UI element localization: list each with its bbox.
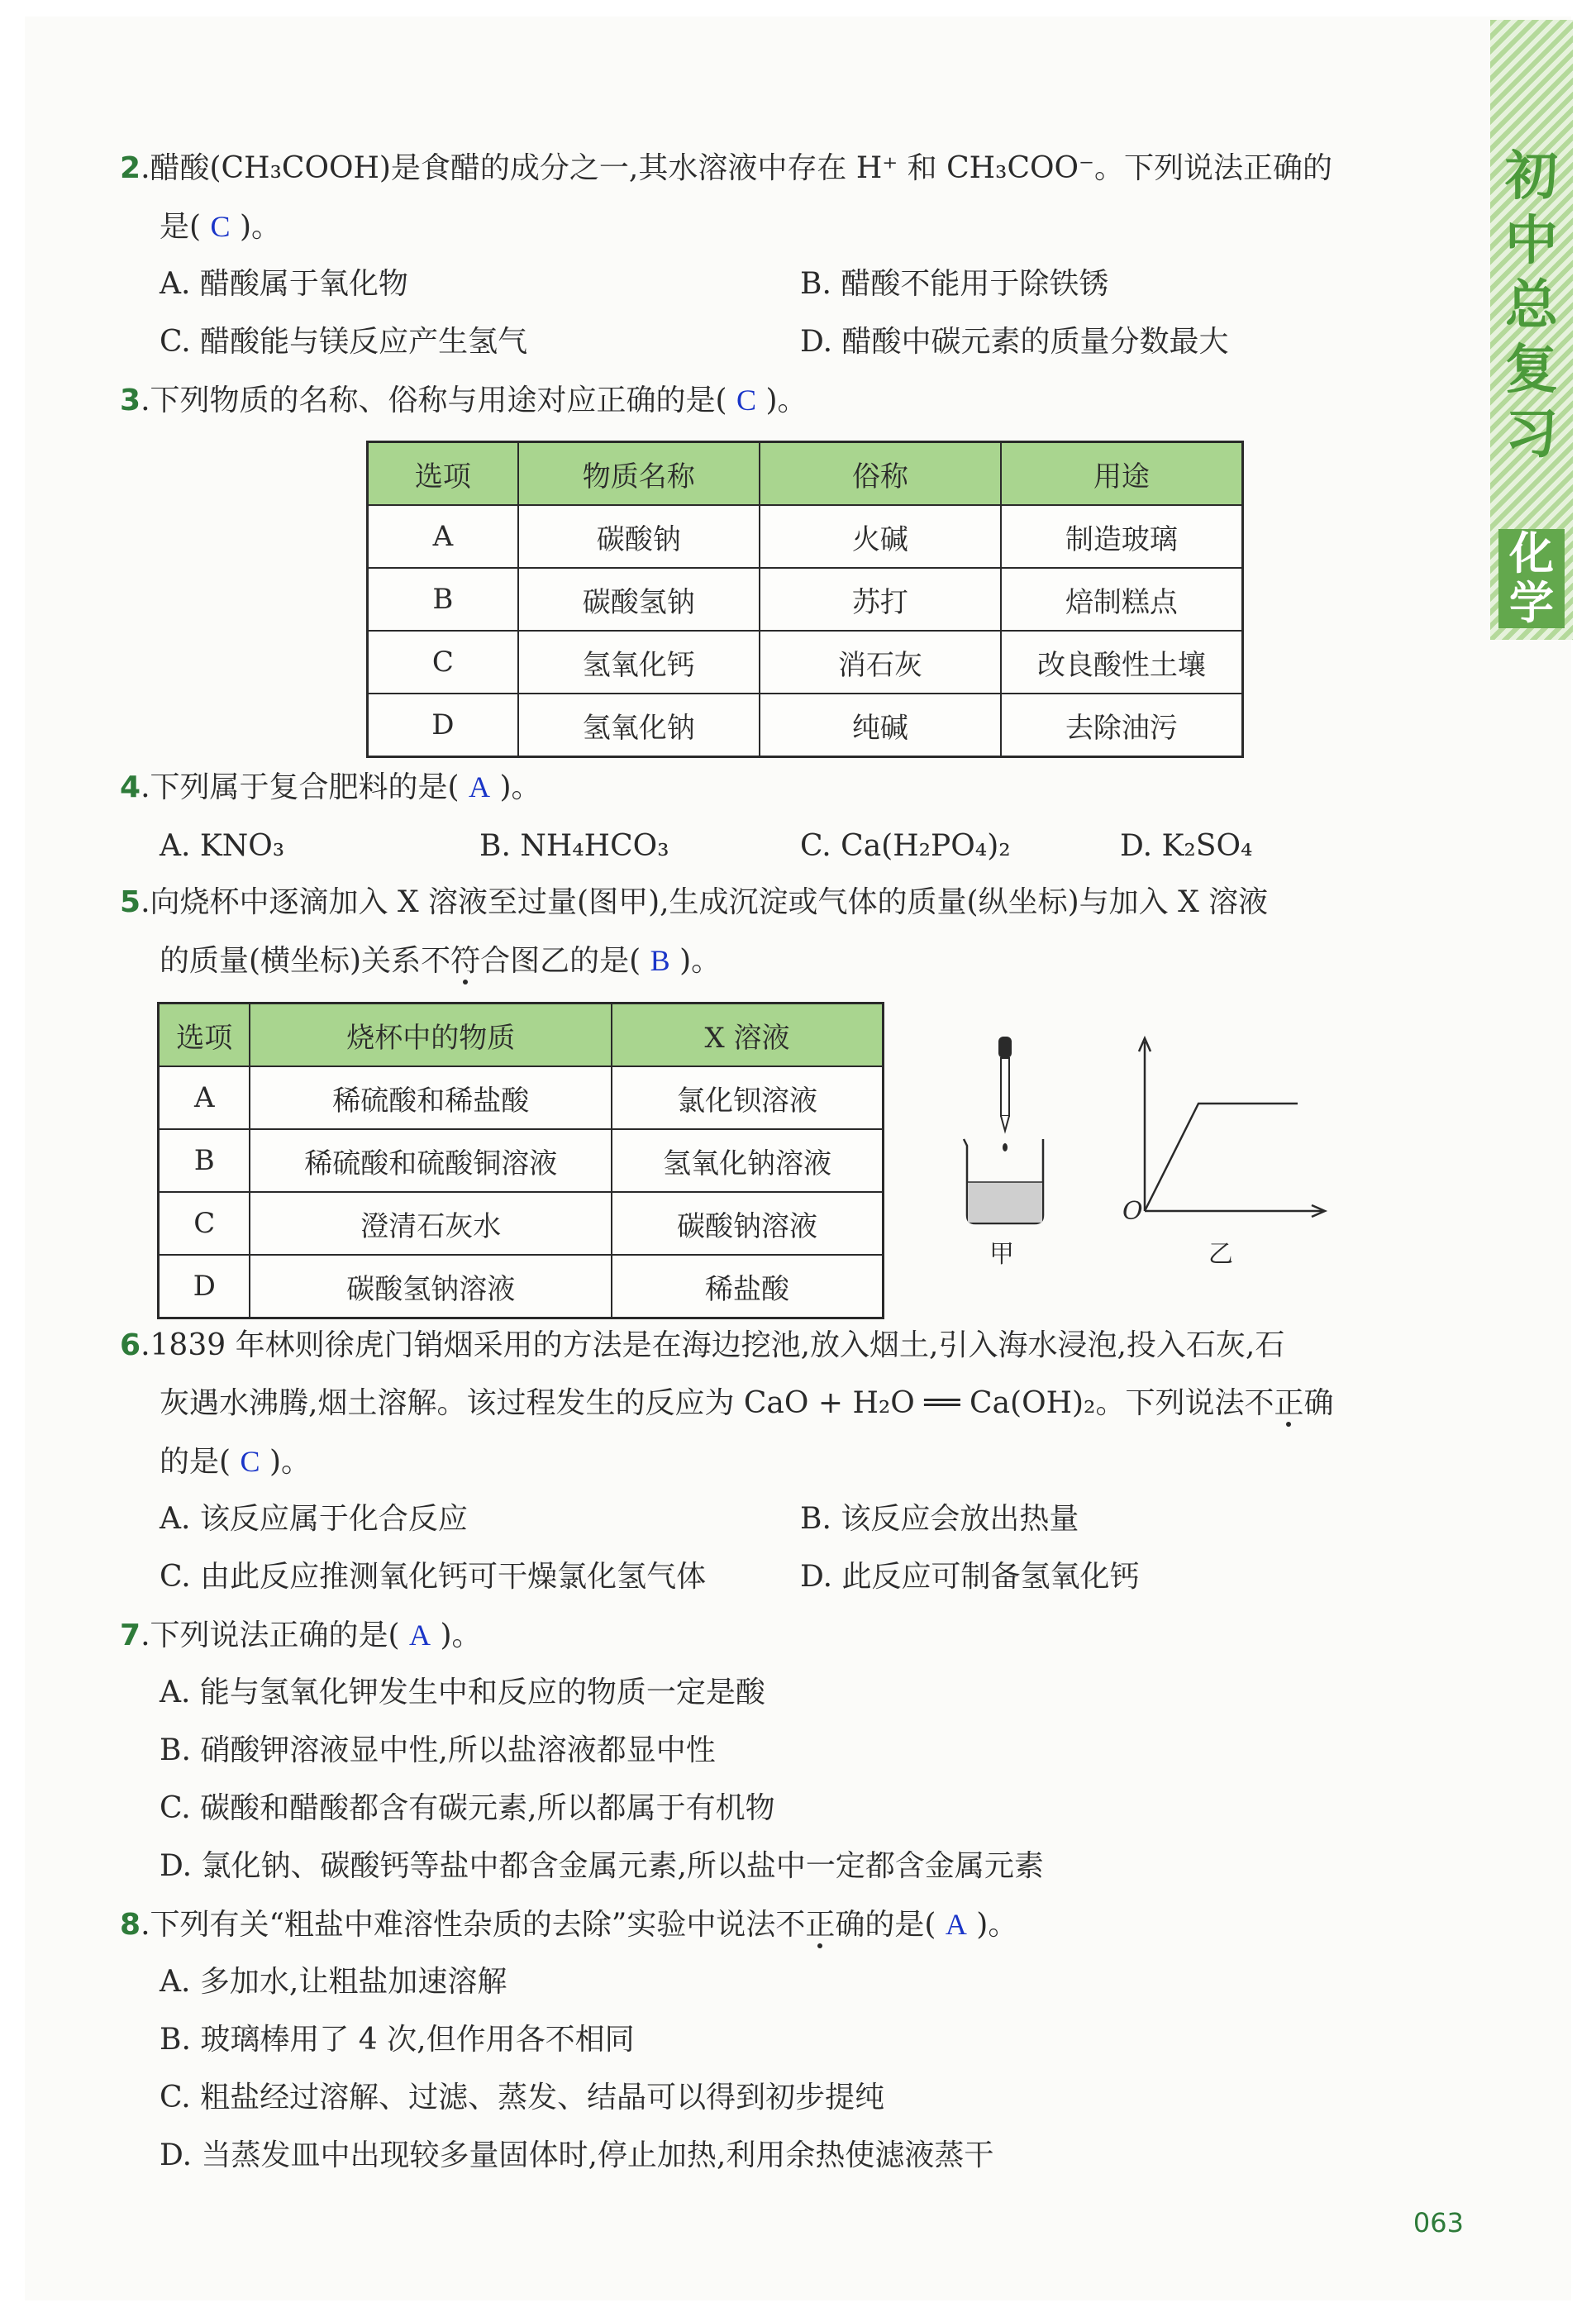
q8-stem xyxy=(120,1905,1017,1945)
q3-answer: C xyxy=(736,384,757,417)
q2-option-a: A. 醋酸属于氧化物 xyxy=(160,267,408,301)
q6-stem3a: 的是( xyxy=(160,1445,231,1479)
q3-header: 用途 xyxy=(1001,442,1243,506)
figure-yi-label: 乙 xyxy=(1208,1240,1233,1269)
beaker-dropper-figure xyxy=(950,1033,1058,1240)
q5-cell: 稀盐酸 xyxy=(612,1255,883,1318)
q3-cell: 氢氧化钠 xyxy=(518,694,760,757)
table-row xyxy=(368,694,1243,757)
q6-stem-line1 xyxy=(120,1326,1284,1366)
q4-option-a: A. KNO₃ xyxy=(160,829,285,863)
q3-cell: 消石灰 xyxy=(760,631,1001,694)
q5-stem2b: 图乙的是( xyxy=(510,944,641,978)
q6-stem-line3 xyxy=(160,1442,311,1482)
q5-cell: A xyxy=(159,1066,250,1129)
q3-cell: 碳酸氢钠 xyxy=(518,568,760,631)
q4-number: 4 xyxy=(120,770,141,804)
q5-emphasis: 不符合 xyxy=(421,944,511,978)
q3-cell: 氢氧化钙 xyxy=(518,631,760,694)
graph-origin-label: O xyxy=(1122,1197,1143,1226)
q5-cell: D xyxy=(159,1255,250,1318)
q7-stem-end: )。 xyxy=(440,1619,482,1652)
q5-cell: B xyxy=(159,1129,250,1192)
q2-stem-line2 xyxy=(160,207,281,247)
page-number: 063 xyxy=(1413,2207,1464,2238)
q5-table xyxy=(157,1002,884,1319)
q5-cell: 澄清石灰水 xyxy=(250,1192,612,1255)
q3-table xyxy=(366,441,1244,758)
q8-answer: A xyxy=(945,1908,967,1941)
q2-option-b: B. 醋酸不能用于除铁锈 xyxy=(800,267,1109,301)
q2-option-d: D. 醋酸中碳元素的质量分数最大 xyxy=(800,325,1229,359)
table-row xyxy=(159,1192,884,1255)
q3-cell: B xyxy=(368,568,518,631)
q5-cell: 氢氧化钠溶液 xyxy=(612,1129,883,1192)
q3-cell: 改良酸性土壤 xyxy=(1001,631,1243,694)
drop xyxy=(1003,1143,1008,1151)
q7-option-d: D. 氯化钠、碳酸钙等盐中都含金属元素,所以盐中一定都含金属元素 xyxy=(160,1849,1044,1883)
q4-stem-end: )。 xyxy=(499,770,541,804)
q7-stem-text: .下列说法正确的是( xyxy=(141,1619,400,1652)
q6-stem1: .1839 年林则徐虎门销烟采用的方法是在海边挖池,放入烟土,引入海水浸泡,投入石灰,石 xyxy=(141,1328,1285,1362)
table-row xyxy=(159,1255,884,1318)
q8-option-b: B. 玻璃棒用了 4 次,但作用各不相同 xyxy=(160,2023,635,2057)
q6-stem-line2 xyxy=(160,1384,1334,1423)
q5-answer: B xyxy=(650,944,670,977)
q5-cell: C xyxy=(159,1192,250,1255)
q5-cell: 碳酸氢钠溶液 xyxy=(250,1255,612,1318)
table-row xyxy=(368,505,1243,568)
q3-cell: 火碱 xyxy=(760,505,1001,568)
q6-stem2a: 灰遇水沸腾,烟土溶解。该过程发生的反应为 CaO + H₂O ══ Ca(OH)₂。下列说法 xyxy=(160,1386,1245,1420)
q5-stem1: .向烧杯中逐滴加入 X 溶液至过量(图甲),生成沉淀或气体的质量(纵坐标)与加入 X 溶液 xyxy=(141,885,1269,919)
q6-option-c: C. 由此反应推测氧化钙可干燥氯化氢气体 xyxy=(160,1560,707,1594)
q3-cell: D xyxy=(368,694,518,757)
graph-line xyxy=(1145,1104,1298,1211)
q6-option-b: B. 该反应会放出热量 xyxy=(800,1502,1079,1536)
q4-answer: A xyxy=(469,770,491,803)
q2-stem2b: )。 xyxy=(239,210,282,244)
q6-option-a: A. 该反应属于化合反应 xyxy=(160,1502,468,1536)
q7-stem xyxy=(120,1615,482,1656)
q4-stem-text: .下列属于复合肥料的是( xyxy=(141,770,460,804)
q2-answer: C xyxy=(210,210,231,243)
q2-stem-line1 xyxy=(120,149,1332,188)
table-row xyxy=(368,568,1243,631)
q6-stem-end: )。 xyxy=(269,1445,312,1479)
side-tab-subject: 化学 xyxy=(1498,529,1565,628)
q6-option-d: D. 此反应可制备氢氧化钙 xyxy=(800,1560,1140,1594)
table-row xyxy=(368,631,1243,694)
q8-stem-b: 的是( xyxy=(865,1908,936,1942)
q3-cell: 焙制糕点 xyxy=(1001,568,1243,631)
q5-header: 烧杯中的物质 xyxy=(250,1004,612,1067)
q5-cell: 碳酸钠溶液 xyxy=(612,1192,883,1255)
q3-header: 俗称 xyxy=(760,442,1001,506)
q5-stem2a: 的质量(横坐标)关系 xyxy=(160,944,422,978)
q5-stem-end: )。 xyxy=(679,944,722,978)
q5-number: 5 xyxy=(120,885,141,919)
q4-option-d: D. K₂SO₄ xyxy=(1120,829,1253,863)
q5-cell: 稀硫酸和稀盐酸 xyxy=(250,1066,612,1129)
q8-number: 8 xyxy=(120,1908,141,1942)
q2-number: 2 xyxy=(120,151,141,185)
q3-header: 选项 xyxy=(368,442,518,506)
q3-stem-text: .下列物质的名称、俗称与用途对应正确的是( xyxy=(141,384,727,417)
q2-stem2a: 是( xyxy=(160,210,202,244)
q3-cell: 纯碱 xyxy=(760,694,1001,757)
dropper-tube xyxy=(1001,1058,1009,1116)
q3-number: 3 xyxy=(120,384,141,417)
q3-stem xyxy=(120,380,808,421)
figure-jia-label: 甲 xyxy=(989,1240,1014,1269)
table-row xyxy=(159,1129,884,1192)
side-tab-title: 初中总复习 xyxy=(1505,146,1558,465)
q8-option-c: C. 粗盐经过溶解、过滤、蒸发、结晶可以得到初步提纯 xyxy=(160,2081,885,2114)
q6-emphasis: 不正确 xyxy=(1244,1386,1334,1420)
q6-number: 6 xyxy=(120,1328,141,1362)
q5-header: X 溶液 xyxy=(612,1004,883,1067)
q3-cell: C xyxy=(368,631,518,694)
q3-stem-end: )。 xyxy=(765,384,808,417)
q7-option-b: B. 硝酸钾溶液显中性,所以盐溶液都显中性 xyxy=(160,1733,716,1767)
q3-cell: A xyxy=(368,505,518,568)
q4-stem xyxy=(120,767,541,808)
q7-option-c: C. 碳酸和醋酸都含有碳元素,所以都属于有机物 xyxy=(160,1791,775,1825)
q2-stem1: .醋酸(CH₃COOH)是食醋的成分之一,其水溶液中存在 H⁺ 和 CH₃COO⁻。下列说法正确的 xyxy=(141,151,1333,185)
q7-number: 7 xyxy=(120,1619,141,1652)
q6-answer: C xyxy=(240,1445,260,1478)
q3-cell: 苏打 xyxy=(760,568,1001,631)
dropper-bulb xyxy=(998,1037,1012,1058)
q8-option-d: D. 当蒸发皿中出现较多量固体时,停止加热,利用余热使滤液蒸干 xyxy=(160,2138,994,2172)
q5-header: 选项 xyxy=(159,1004,250,1067)
q5-stem-line1 xyxy=(120,883,1268,923)
q8-emphasis: 不正确 xyxy=(775,1908,865,1942)
q5-cell: 稀硫酸和硫酸铜溶液 xyxy=(250,1129,612,1192)
q5-cell: 氯化钡溶液 xyxy=(612,1066,883,1129)
q2-option-c: C. 醋酸能与镁反应产生氢气 xyxy=(160,325,528,359)
beaker-liquid xyxy=(968,1182,1042,1223)
q8-stem-text: .下列有关“粗盐中难溶性杂质的去除”实验中说法 xyxy=(141,1908,776,1942)
table-row xyxy=(159,1066,884,1129)
q8-option-a: A. 多加水,让粗盐加速溶解 xyxy=(160,1965,507,1999)
q5-stem-line2 xyxy=(160,941,721,981)
graph-figure xyxy=(1120,1033,1335,1223)
q4-option-c: C. Ca(H₂PO₄)₂ xyxy=(800,829,1011,863)
dropper-tip xyxy=(1001,1116,1009,1131)
q3-header: 物质名称 xyxy=(518,442,760,506)
q7-answer: A xyxy=(409,1619,431,1652)
q3-cell: 去除油污 xyxy=(1001,694,1243,757)
q3-cell: 制造玻璃 xyxy=(1001,505,1243,568)
q3-cell: 碳酸钠 xyxy=(518,505,760,568)
q8-stem-end: )。 xyxy=(976,1908,1018,1942)
q7-option-a: A. 能与氢氧化钾发生中和反应的物质一定是酸 xyxy=(160,1676,765,1709)
q4-option-b: B. NH₄HCO₃ xyxy=(479,829,669,863)
